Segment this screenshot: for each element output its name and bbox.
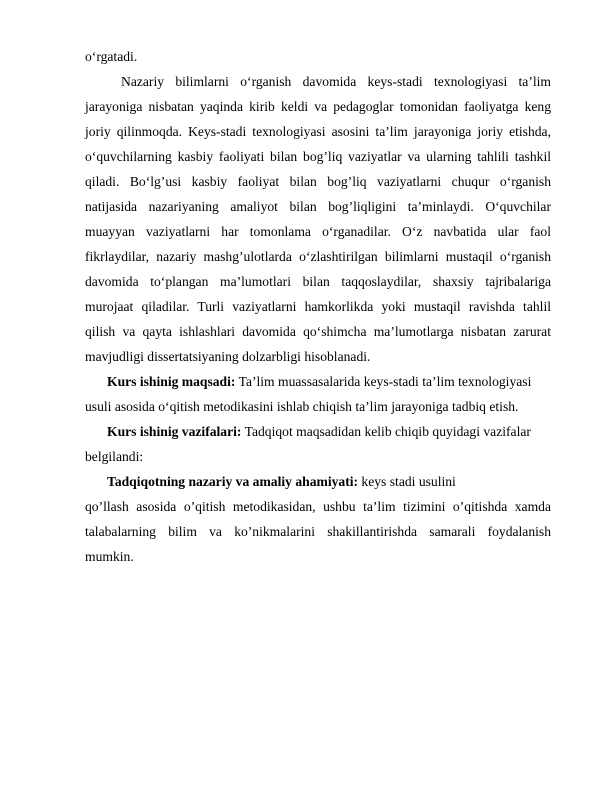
goal-text: Ta’lim muassasalarida keys-stadi ta’lim texnologiyasi (235, 374, 532, 389)
goal-line: usuli asosida o‘qitish metodikasini ishlab chiqish ta’lim jarayoniga tadbiq etish. (85, 399, 519, 414)
paragraph-line: jarayoniga nisbatan yaqinda kirib keldi va pedagoglar tomonidan faoliyatga keng (85, 99, 551, 114)
paragraph-line: murojaat qiladilar. Turli vaziyatlarni hamkorlikda yoki mustaqil ravishda tahlil (85, 299, 551, 314)
paragraph-line: o‘rgatadi. (85, 49, 138, 64)
goal-line (107, 373, 551, 391)
paragraph-line: Nazariy bilimlarni o‘rganish davomida keys-stadi texnologiyasi ta’lim (121, 74, 551, 89)
paragraph-line: muayyan vaziyatlarni har tomonlama o‘rganadilar. O‘z navbatida ular faol (85, 224, 551, 239)
significance-line (107, 473, 551, 491)
paragraph-line: joriy qilinmoqda. Keys-stadi texnologiyasi asosini ta’lim jarayoniga joriy etishda, (85, 124, 551, 139)
paragraph-line: natijasida nazariyaning amaliyot bilan bog’liqligini ta’minlaydi. O‘quvchilar (85, 199, 551, 214)
significance-text: keys stadi usulini (358, 474, 456, 489)
tasks-line: belgilandi: (85, 449, 144, 464)
paragraph-line: qilish va qayta ishlashlari davomida qo‘shimcha ma’lumotlarga nisbatan zarurat (85, 324, 551, 339)
tasks-label: Kurs ishinig vazifalari: (107, 424, 242, 439)
significance-line: qo’llash asosida o’qitish metodikasidan, ushbu ta’lim tizimini o’qitishda xamda (85, 499, 551, 514)
paragraph-line: mavjudligi dissertatsiyaning dolzarbligi hisoblanadi. (85, 349, 371, 364)
tasks-text: Tadqiqot maqsadidan kelib chiqib quyidagi vazifalar (241, 424, 531, 439)
significance-line: talabalarning bilim va ko’nikmalarini shakillantirishda samarali foydalanish (85, 524, 551, 539)
paragraph-line: o‘quvchilarning kasbiy faoliyati bilan bog’liq vaziyatlar va ularning tahlili tashkil (85, 149, 551, 164)
paragraph-line: davomida to‘plangan ma’lumotlari bilan taqqoslaydilar, shaxsiy tajribalariga (85, 274, 551, 289)
goal-label: Kurs ishinig maqsadi: (107, 374, 236, 389)
tasks-line (107, 423, 551, 441)
significance-label: Tadqiqotning nazariy va amaliy ahamiyati: (107, 474, 359, 489)
paragraph-line: fikrlaydilar, nazariy mashg’ulotlarda o‘zlashtirilgan bilimlarni mustaqil o‘rganish (85, 249, 551, 264)
paragraph-line: qiladi. Bo‘lg’usi kasbiy faoliyat bilan bog’liq vaziyatlarni chuqur o‘rganish (85, 174, 551, 189)
significance-line: mumkin. (85, 549, 134, 564)
